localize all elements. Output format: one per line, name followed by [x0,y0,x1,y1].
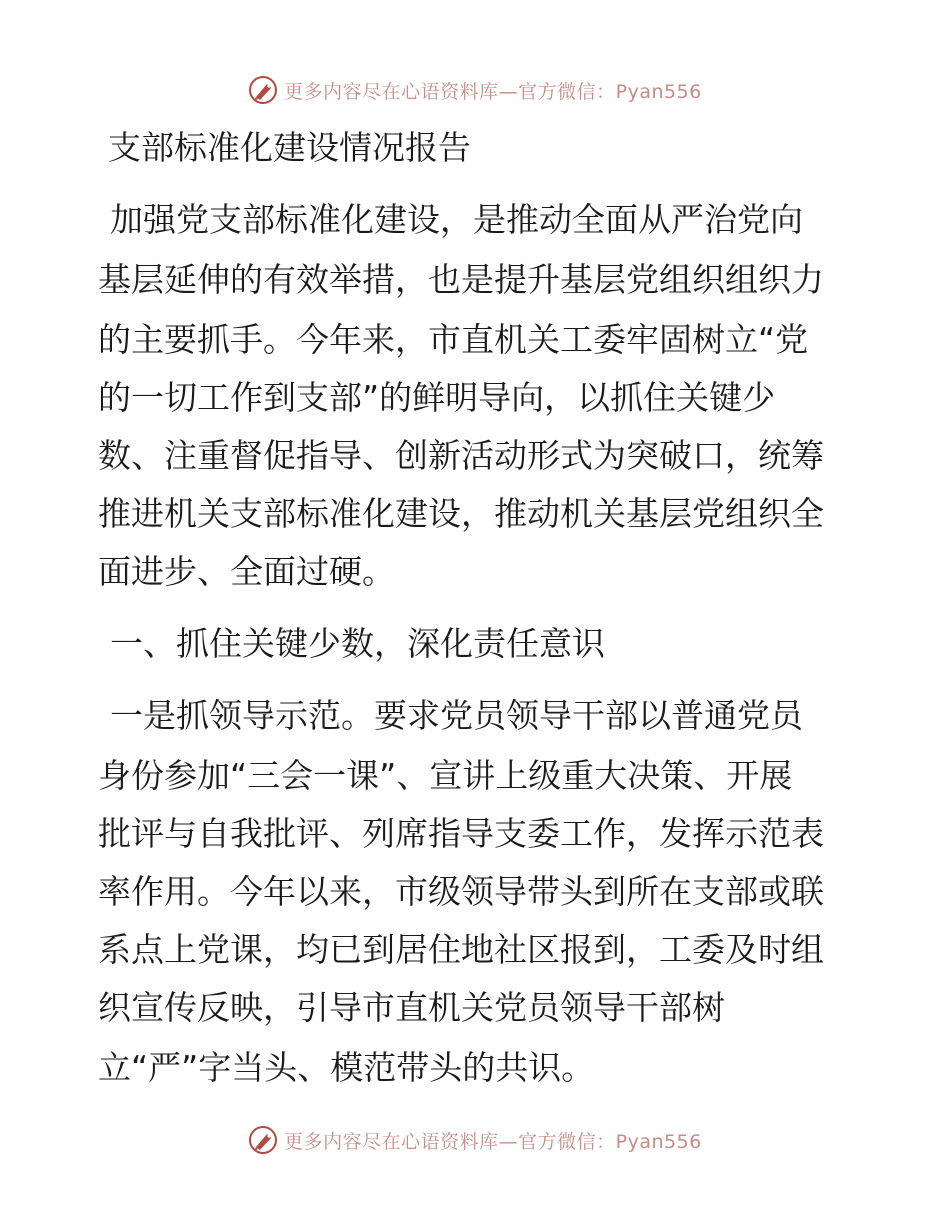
paragraph-line: 率作用。今年以来，市级领导带头到所在支部或联 [98,872,824,911]
paragraph-line: 一是抓领导示范。要求党员领导干部以普通党员 [110,696,803,735]
watermark-text: 更多内容尽在心语资料库—官方微信：Pyan556 [284,80,702,103]
paragraph-line: 面进步、全面过硬。 [98,552,395,591]
paragraph-line: 系点上党课，均已到居住地社区报到，工委及时组 [98,930,824,969]
paragraph-line: 批评与自我批评、列席指导支委工作，发挥示范表 [98,814,824,853]
paragraph-line: 的主要抓手。今年来，市直机关工委牢固树立“党 [98,320,809,359]
watermark-text: 更多内容尽在心语资料库—官方微信：Pyan556 [284,1130,702,1153]
pen-nib-logo-icon [248,75,278,105]
paragraph-line: 立“严”字当头、模范带头的共识。 [98,1048,595,1087]
watermark-banner-top [0,68,950,112]
page-title: 支部标准化建设情况报告 [108,128,471,167]
paragraph-line: 数、注重督促指导、创新活动形式为突破口，统筹 [98,436,824,475]
watermark-banner-bottom [0,1118,950,1162]
section-heading: 一、抓住关键少数，深化责任意识 [110,624,605,663]
paragraph-line: 织宣传反映，引导市直机关党员领导干部树 [98,988,725,1027]
paragraph-line: 推进机关支部标准化建设，推动机关基层党组织全 [98,494,824,533]
pen-nib-logo-icon [248,1125,278,1155]
paragraph-line: 的一切工作到支部”的鲜明导向，以抓住关键少 [98,378,776,417]
paragraph-line: 基层延伸的有效举措，也是提升基层党组织组织力 [98,260,824,299]
paragraph-line: 身份参加“三会一课”、宣讲上级重大决策、开展 [98,756,793,795]
paragraph-line: 加强党支部标准化建设，是推动全面从严治党向 [110,200,803,239]
